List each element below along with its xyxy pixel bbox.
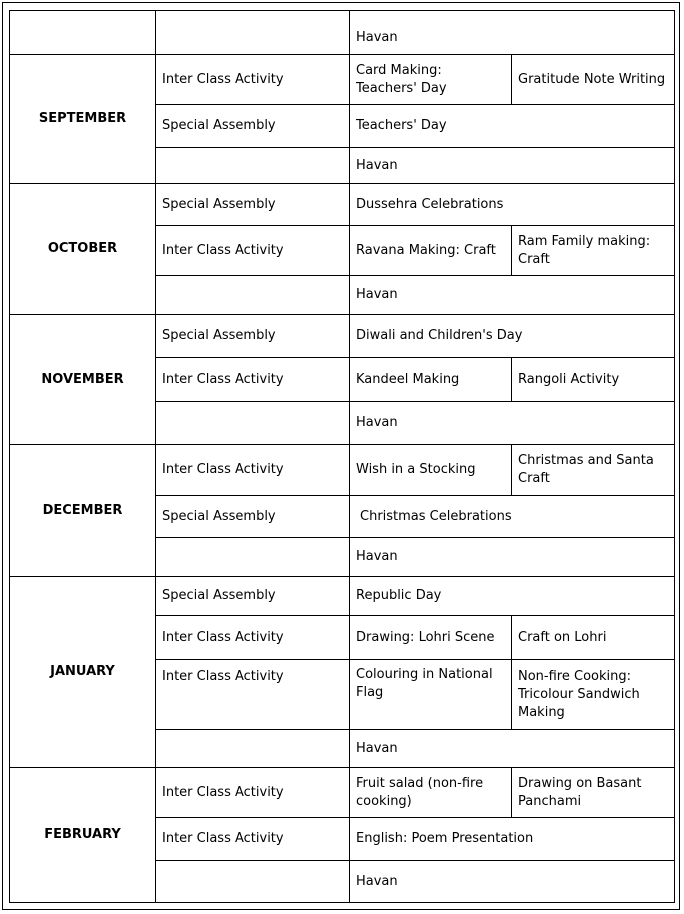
table-row — [10, 445, 675, 496]
activity-cell: Havan — [350, 538, 675, 577]
activity-type-cell: Inter Class Activity — [156, 358, 350, 402]
activity-type-cell — [156, 861, 350, 903]
month-january: JANUARY — [10, 577, 156, 768]
activity-cell: Havan — [350, 730, 675, 768]
activity-type-cell — [156, 538, 350, 577]
activity-type-cell: Inter Class Activity — [156, 768, 350, 818]
activity-cell: Card Making: Teachers' Day — [350, 55, 512, 105]
activity-type-cell: Inter Class Activity — [156, 55, 350, 105]
activity-type-cell: Inter Class Activity — [156, 616, 350, 660]
activity-cell: English: Poem Presentation — [350, 818, 675, 861]
activity-cell: Craft on Lohri — [512, 616, 675, 660]
activity-type-cell: Inter Class Activity — [156, 818, 350, 861]
activity-type-cell: Special Assembly — [156, 105, 350, 148]
activity-cell: Non-fire Cooking: Tricolour Sandwich Making — [512, 660, 675, 730]
table-row — [10, 184, 675, 226]
activity-type-cell: Special Assembly — [156, 496, 350, 538]
table-row — [10, 768, 675, 818]
activity-cell: Christmas Celebrations — [350, 496, 675, 538]
activity-type-cell: Inter Class Activity — [156, 226, 350, 276]
table-row — [10, 315, 675, 358]
activity-type-cell — [156, 148, 350, 184]
activity-cell: Drawing: Lohri Scene — [350, 616, 512, 660]
month-february: FEBRUARY — [10, 768, 156, 903]
activity-cell: Republic Day — [350, 577, 675, 616]
activity-cell: Gratitude Note Writing — [512, 55, 675, 105]
activity-type-cell — [156, 402, 350, 445]
month-october: OCTOBER — [10, 184, 156, 315]
activity-type-cell — [156, 730, 350, 768]
activity-cell: Havan — [350, 402, 675, 445]
activity-type-cell: Special Assembly — [156, 577, 350, 616]
activity-cell: Christmas and Santa Craft — [512, 445, 675, 496]
activity-cell: Kandeel Making — [350, 358, 512, 402]
activity-cell: Dussehra Celebrations — [350, 184, 675, 226]
activity-cell: Havan — [350, 11, 675, 55]
table-row — [10, 11, 675, 55]
activity-cell: Havan — [350, 861, 675, 903]
activity-type-cell: Special Assembly — [156, 315, 350, 358]
activity-cell: Drawing on Basant Panchami — [512, 768, 675, 818]
activity-cell: Havan — [350, 148, 675, 184]
activity-cell: Fruit salad (non-fire cooking) — [350, 768, 512, 818]
table-row — [10, 577, 675, 616]
month-november: NOVEMBER — [10, 315, 156, 445]
month-cell — [10, 11, 156, 55]
activity-cell: Havan — [350, 276, 675, 315]
schedule-table — [9, 10, 675, 903]
activity-cell: Wish in a Stocking — [350, 445, 512, 496]
activity-cell: Teachers' Day — [350, 105, 675, 148]
activity-cell: Colouring in National Flag — [350, 660, 512, 730]
activity-type-cell — [156, 276, 350, 315]
activity-type-cell: Inter Class Activity — [156, 660, 350, 730]
activity-cell: Diwali and Children's Day — [350, 315, 675, 358]
month-december: DECEMBER — [10, 445, 156, 577]
month-september: SEPTEMBER — [10, 55, 156, 184]
activity-cell: Ravana Making: Craft — [350, 226, 512, 276]
activity-type-cell — [156, 11, 350, 55]
activity-type-cell: Inter Class Activity — [156, 445, 350, 496]
table-row — [10, 55, 675, 105]
activity-cell: Ram Family making: Craft — [512, 226, 675, 276]
activity-type-cell: Special Assembly — [156, 184, 350, 226]
activity-cell: Rangoli Activity — [512, 358, 675, 402]
